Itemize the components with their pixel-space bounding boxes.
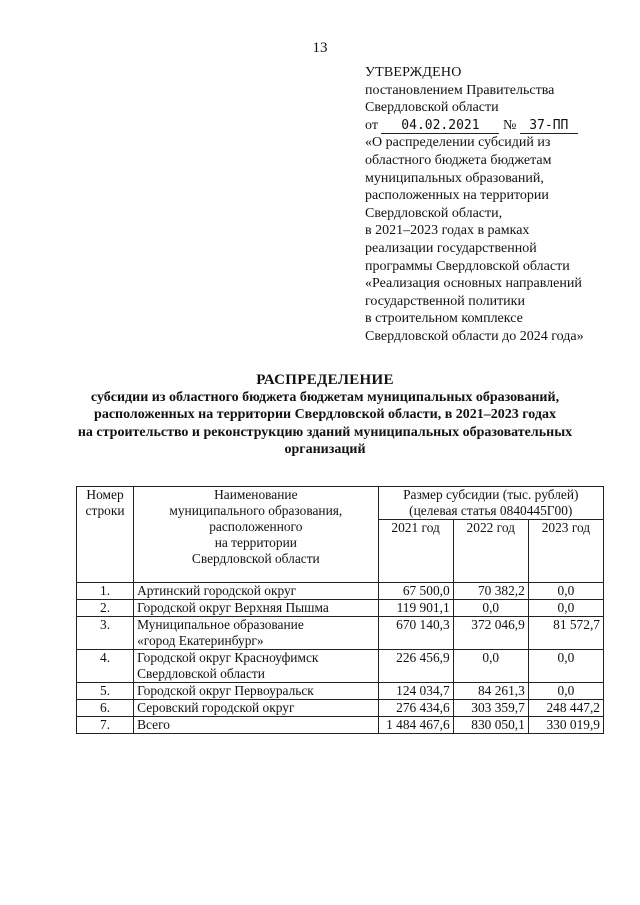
header-text: муниципального образования, [169, 503, 343, 518]
row-value-2023: 0,0 [528, 683, 603, 700]
number-prefix: № [502, 117, 517, 133]
header-year-2021: 2021 год [378, 520, 453, 583]
header-text: расположенного [209, 519, 303, 534]
page-number: 13 [312, 40, 328, 56]
row-value-2022: 0,0 [453, 600, 528, 617]
header-subsidy-size [378, 487, 603, 520]
title-main: РАСПРЕДЕЛЕНИЕ [256, 372, 394, 388]
approval-desc-line: «Реализация основных направлений [365, 276, 582, 292]
header-year-2023: 2023 год [528, 520, 603, 583]
table-row [77, 617, 604, 650]
row-municipality: Городской округ Первоуральск [134, 683, 378, 700]
approval-date: 04.02.2021 [381, 118, 499, 134]
row-municipality [134, 650, 378, 683]
approval-desc-line: «О распределении субсидий из [365, 135, 551, 151]
approval-desc-line: в строительном комплексе [365, 311, 523, 327]
approval-line-2: Свердловской области [365, 100, 499, 116]
document-title [60, 372, 590, 458]
date-prefix: от [365, 117, 378, 133]
row-municipality: Серовский городской округ [134, 700, 378, 717]
row-value-2022: 84 261,3 [453, 683, 528, 700]
row-number: 1. [77, 583, 134, 600]
header-text: (целевая статья 0840445Г00) [409, 503, 573, 518]
row-value-2022: 0,0 [453, 650, 528, 683]
row-value-2021: 119 901,1 [378, 600, 453, 617]
header-text: строки [85, 503, 125, 518]
approval-desc-line: программы Свердловской области [365, 258, 570, 274]
approval-desc-line: реализации государственной [365, 240, 537, 256]
approval-desc-line: в 2021–2023 годах в рамках [365, 223, 530, 239]
row-value-2021: 670 140,3 [378, 617, 453, 650]
title-line: организаций [284, 441, 366, 457]
header-text: на территории [214, 535, 297, 550]
row-number: 4. [77, 650, 134, 683]
name-line: Муниципальное образование [137, 617, 304, 632]
row-value-2021: 1 484 467,6 [378, 717, 453, 734]
row-value-2022: 372 046,9 [453, 617, 528, 650]
row-value-2021: 276 434,6 [378, 700, 453, 717]
header-text: Номер [86, 487, 124, 502]
header-text: Размер субсидии (тыс. рублей) [403, 487, 579, 502]
table-row [77, 600, 604, 617]
table-row [77, 583, 604, 600]
row-municipality: Всего [134, 717, 378, 734]
name-line: Свердловской области [137, 666, 265, 681]
approval-heading: УТВЕРЖДЕНО [365, 65, 462, 80]
row-municipality: Артинский городской округ [134, 583, 378, 600]
row-value-2023: 248 447,2 [528, 700, 603, 717]
row-value-2021: 124 034,7 [378, 683, 453, 700]
table-row [77, 700, 604, 717]
header-year-2022: 2022 год [453, 520, 528, 583]
name-line: «город Екатеринбург» [137, 633, 264, 648]
approval-desc-line: муниципальных образований, [365, 170, 544, 186]
row-value-2022: 303 359,7 [453, 700, 528, 717]
distribution-table [76, 486, 604, 734]
row-value-2023: 0,0 [528, 600, 603, 617]
row-number: 7. [77, 717, 134, 734]
row-value-2023: 81 572,7 [528, 617, 603, 650]
approval-desc-line: расположенных на территории [365, 188, 549, 204]
header-text: Свердловской области [191, 551, 320, 566]
table-row [77, 650, 604, 683]
approval-desc-line: Свердловской области до 2024 года» [365, 328, 584, 344]
row-value-2023: 0,0 [528, 650, 603, 683]
table-header-row [77, 487, 604, 520]
header-text: Наименование [214, 487, 298, 502]
approval-stamp [365, 64, 625, 346]
title-line: на строительство и реконструкцию зданий муниципальных образовательных [77, 424, 573, 440]
row-value-2021: 67 500,0 [378, 583, 453, 600]
row-value-2022: 830 050,1 [453, 717, 528, 734]
table-row [77, 683, 604, 700]
approval-date-line [365, 117, 625, 135]
approval-desc-line: Свердловской области, [365, 205, 503, 221]
row-number: 2. [77, 600, 134, 617]
title-line: расположенных на территории Свердловской области, в 2021–2023 годах [94, 407, 556, 423]
row-value-2022: 70 382,2 [453, 583, 528, 600]
header-municipality [134, 487, 378, 583]
row-number: 3. [77, 617, 134, 650]
row-value-2021: 226 456,9 [378, 650, 453, 683]
title-line: субсидии из областного бюджета бюджетам муниципальных образований, [90, 390, 560, 406]
table-row-total [77, 717, 604, 734]
row-municipality [134, 617, 378, 650]
approval-desc-line: областного бюджета бюджетам [365, 152, 552, 168]
approval-description [365, 134, 625, 345]
row-number: 5. [77, 683, 134, 700]
approval-line-1: постановлением Правительства [365, 82, 555, 98]
approval-number: 37-ПП [520, 118, 578, 134]
header-row-number [77, 487, 134, 583]
row-value-2023: 330 019,9 [528, 717, 603, 734]
row-municipality: Городской округ Верхняя Пышма [134, 600, 378, 617]
row-number: 6. [77, 700, 134, 717]
row-value-2023: 0,0 [528, 583, 603, 600]
approval-desc-line: государственной политики [365, 293, 525, 309]
name-line: Городской округ Красноуфимск [137, 650, 319, 665]
